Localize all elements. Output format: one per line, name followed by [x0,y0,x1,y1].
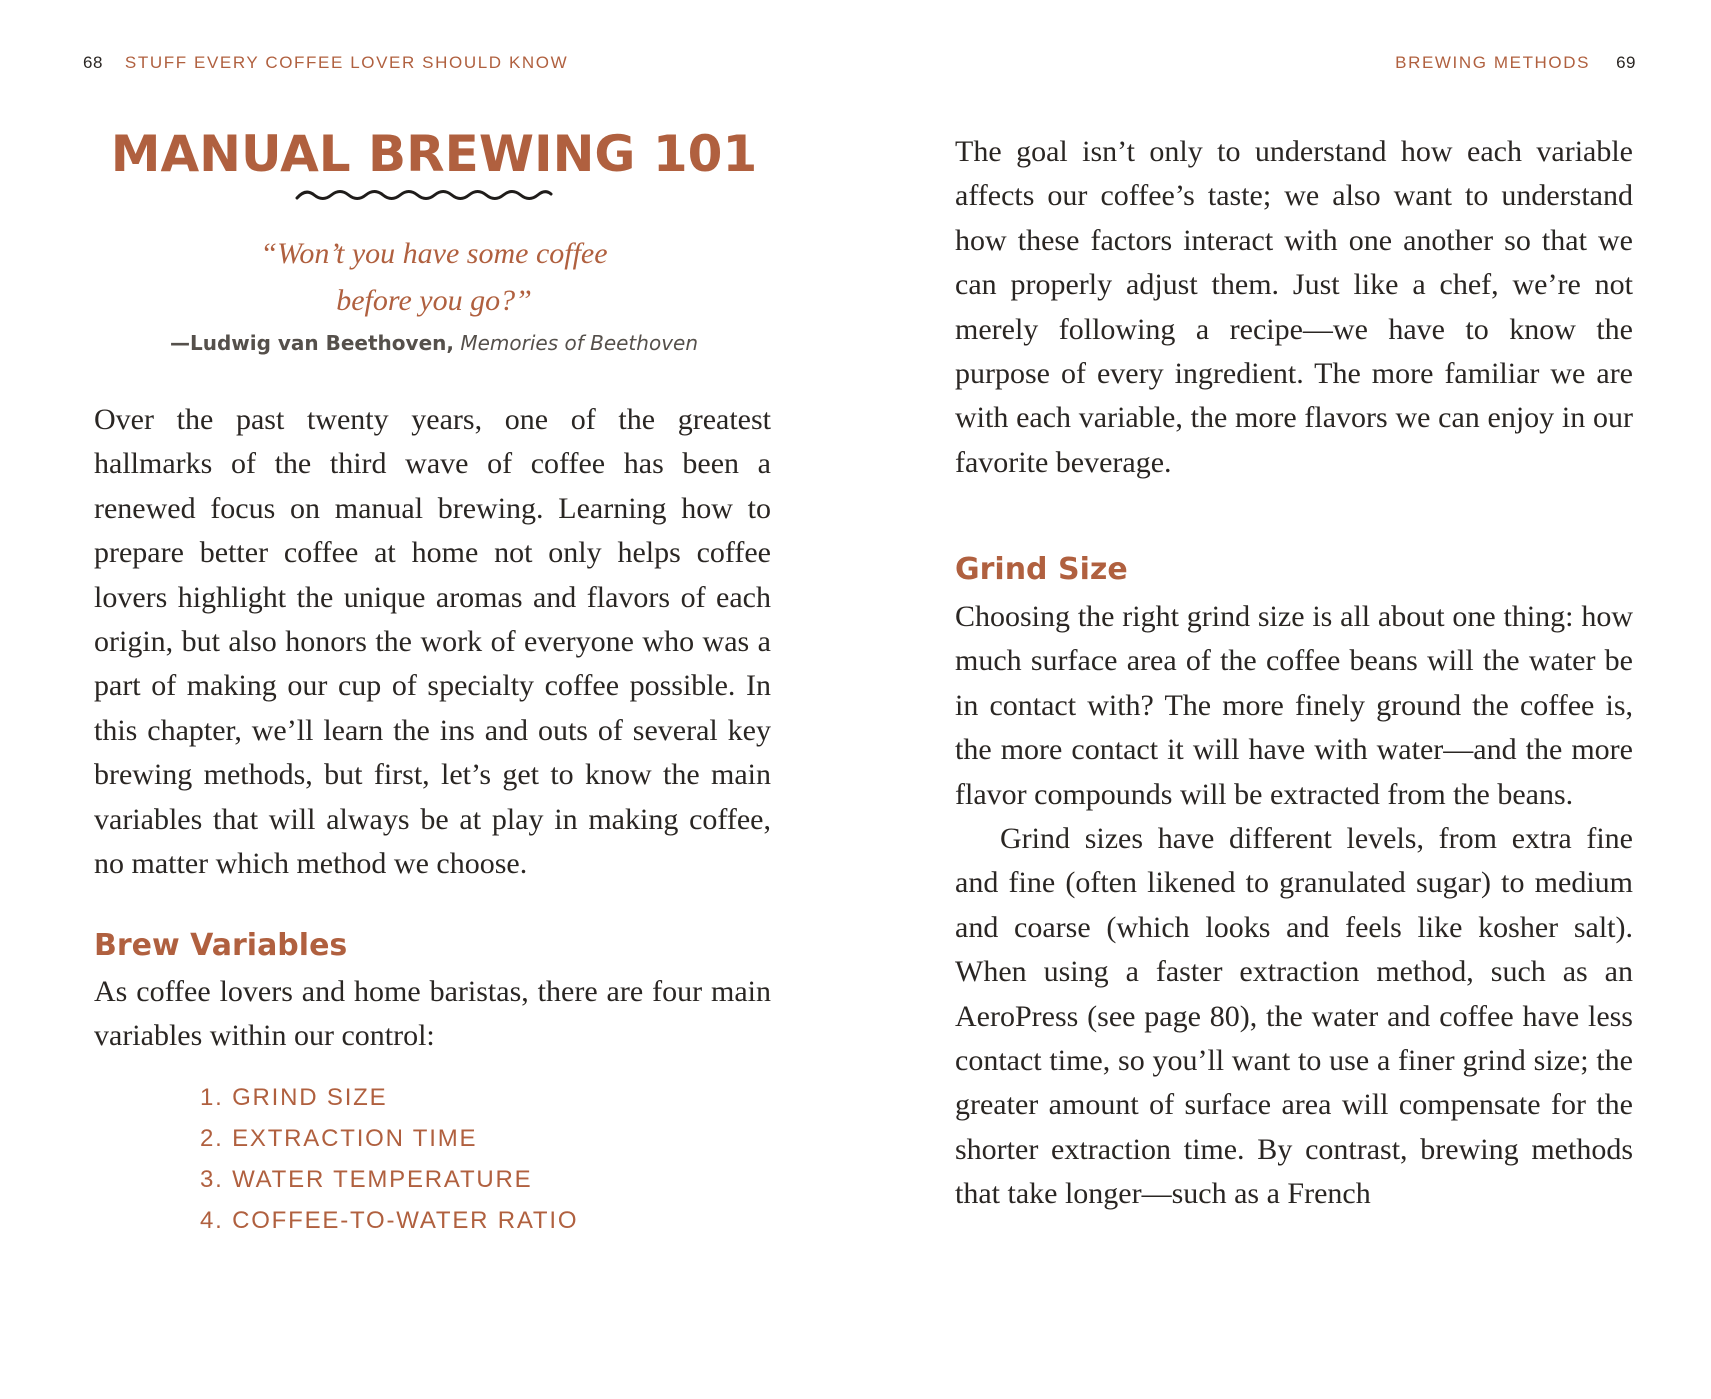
right-page-number: 69 [1616,53,1636,72]
decorative-wave-divider [295,186,553,204]
epigraph-quote [244,230,624,324]
epigraph-attribution [94,330,774,356]
epigraph [94,230,774,356]
intro-paragraph: Over the past twenty years, one of the greatest hallmarks of the third wave of coffee has been a renewed focus on manual brewing. Learning how to prepare better coffee at home not only helps coffee lovers highlight the unique aromas and flavors of each origin, but also honors the work of everyone who was a part of making our cup of specialty coffee possible. In this chapter, we’ll learn the ins and outs of several key brewing methods, but first, let’s get to know the main variables that will always be at play in making coffee, no matter which method we choose. [94,403,771,881]
opening-paragraph: The goal isn’t only to understand how each variable affects our coffee’s taste; we also want to understand how these factors interact with one another so that we can properly adjust them. Just like a chef, we’re not merely following a recipe—we have to know the purpose of every ingredient. The more familiar we are with each variable, the more flavors we can enjoy in our favorite beverage. [955,135,1633,479]
list-item: 2. EXTRACTION TIME [200,1125,478,1152]
epigraph-quote-line2: before you go?” [336,284,532,317]
epigraph-work: Memories of Beethoven [460,331,699,355]
chapter-title: MANUAL BREWING 101 [110,125,758,183]
left-page [0,0,855,1399]
epigraph-quote-line1: “Won’t you have some coffee [260,237,608,270]
list-item: 1. GRIND SIZE [200,1084,388,1111]
right-running-head-title: BREWING METHODS [1395,53,1591,72]
grind-size-paragraph-1: Choosing the right grind size is all about one thing: how much surface area of the coffee beans will the water be in contact with? The more finely ground the coffee is, the more contact it will have with water—and the more flavor compounds will be extracted from the beans. [955,600,1633,811]
brew-variables-heading: Brew Variables [94,928,348,963]
left-running-head [83,52,568,74]
right-running-head [1395,52,1636,74]
left-running-head-title: STUFF EVERY COFFEE LOVER SHOULD KNOW [124,53,569,72]
grind-size-text [955,595,1633,1217]
brew-variables-paragraph: As coffee lovers and home baristas, there are four main variables within our control: [94,975,771,1053]
left-page-number: 68 [83,53,103,72]
epigraph-author: —Ludwig van Beethoven, [169,331,454,355]
list-item: 4. COFFEE-TO-WATER RATIO [200,1207,579,1234]
grind-size-heading: Grind Size [955,552,1128,587]
variables-list [200,1077,578,1241]
list-item: 3. WATER TEMPERATURE [200,1166,533,1193]
grind-size-paragraph-2: Grind sizes have different levels, from extra fine and fine (often likened to granulated sugar) to medium and coarse (which looks and feels like kosher salt). When using a faster extraction method, such as an AeroPress (see page 80), the water and coffee have less contact time, so you’ll want to use a finer grind size; the greater amount of surface area will compensate for the shorter extraction time. By contrast, brewing methods that take longer—such as a French [955,822,1633,1211]
right-page [855,0,1711,1399]
